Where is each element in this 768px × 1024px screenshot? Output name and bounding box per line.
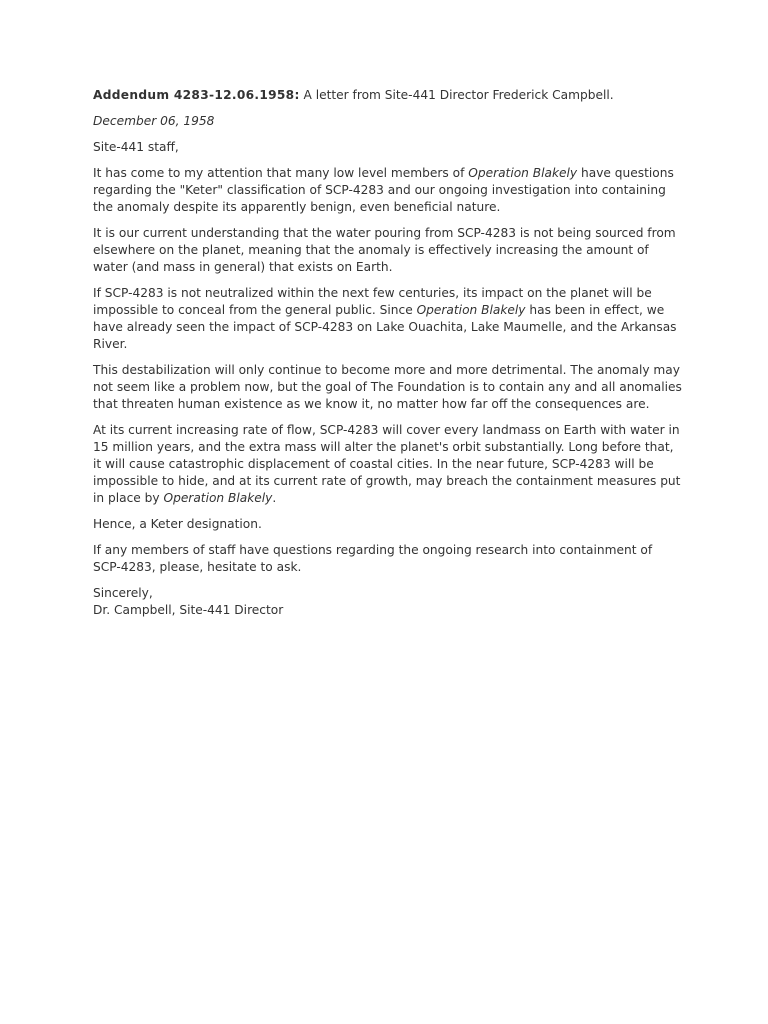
operation-name: Operation Blakely	[468, 166, 578, 180]
paragraph-5	[93, 422, 683, 507]
letter-document	[93, 87, 683, 619]
operation-name: Operation Blakely	[416, 303, 526, 317]
signature: Dr. Campbell, Site-441 Director	[93, 603, 284, 617]
operation-name: Operation Blakely	[163, 491, 273, 505]
paragraph-5-text-b: .	[272, 491, 277, 505]
paragraph-2: It is our current understanding that the water pouring from SCP-4283 is not being sourced from elsewhere on the planet, meaning that the anomaly is effectively increasing the amount of water (and mass in general) that exists on Earth.	[93, 226, 676, 274]
closing: Sincerely,	[93, 586, 153, 600]
signature-block	[93, 585, 683, 619]
addendum-label: Addendum 4283-12.06.1958:	[93, 88, 300, 102]
paragraph-5-text-a: At its current increasing rate of flow, SCP-4283 will cover every landmass on Earth with water in 15 million years, and the extra mass will alter the planet's orbit substantially. Long before that, it will cause catastrophic displacement of coastal cities. In the near future, SCP-4283 will be impossible to hide, and at its current rate of growth, may breach the containment measures put in place by	[93, 423, 681, 505]
addendum-text: A letter from Site-441 Director Frederick Campbell.	[299, 88, 614, 102]
letter-date: December 06, 1958	[93, 114, 215, 128]
addendum-heading	[93, 87, 683, 104]
paragraph-3-text-a: If SCP-4283 is not neutralized within the next few centuries, its impact on the planet will be impossible to conceal from the general public. Since	[93, 286, 652, 317]
paragraph-3-text-b: has been in effect, we have already seen the impact of SCP-4283 on Lake Ouachita, Lake Maumelle, and the Arkansas River.	[93, 303, 677, 351]
paragraph-7: If any members of staff have questions regarding the ongoing research into containment of SCP-4283, please, hesitate to ask.	[93, 543, 653, 574]
paragraph-4: This destabilization will only continue to become more and more detrimental. The anomaly may not seem like a problem now, but the goal of The Foundation is to contain any and all anomalies that threaten human existence as we know it, no matter how far off the consequences are.	[93, 363, 682, 411]
paragraph-1-text-a: It has come to my attention that many low level members of	[93, 166, 469, 180]
salutation: Site-441 staff,	[93, 140, 179, 154]
paragraph-3	[93, 285, 683, 353]
paragraph-1-text-b: have questions regarding the "Keter" classification of SCP-4283 and our ongoing investigation into containing the anomaly despite its apparently benign, even beneficial nature.	[93, 166, 674, 214]
paragraph-1	[93, 165, 683, 216]
paragraph-6: Hence, a Keter designation.	[93, 517, 262, 531]
